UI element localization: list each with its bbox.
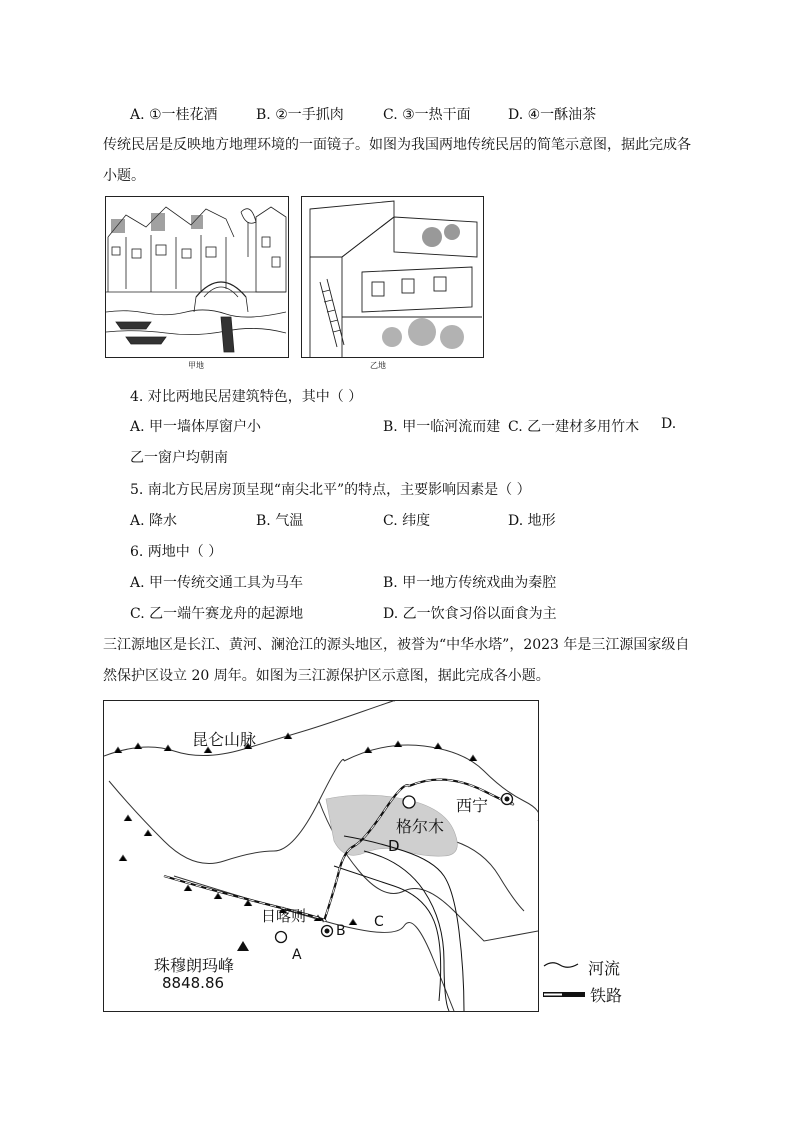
q4-option-a: A. 甲一墙体厚窗户小 <box>130 419 262 435</box>
legend-river <box>542 958 582 976</box>
label-point-b: B <box>336 923 346 939</box>
q5-option-d: D. 地形 <box>508 513 556 529</box>
label-golmud: 格尔木 <box>396 817 445 836</box>
q6-option-a: A. 甲一传统交通工具为马车 <box>130 575 304 591</box>
label-everest: 珠穆朗玛峰 <box>154 956 235 975</box>
label-point-d: D <box>388 837 400 855</box>
q6-option-c: C. 乙一端午赛龙舟的起源地 <box>130 606 304 622</box>
q4-option-b: B. 甲一临河流而建 <box>383 419 501 435</box>
label-shigatse: 日喀则 <box>261 907 307 925</box>
q6-option-b: B. 甲一地方传统戏曲为秦腔 <box>383 575 557 591</box>
label-everest-height: 8848.86 <box>162 974 225 992</box>
q3-option-d: D. ④一酥油茶 <box>508 107 597 123</box>
intro2-line2: 然保护区设立 20 周年。如图为三江源保护区示意图，据此完成各小题。 <box>103 668 550 684</box>
q6-stem: 6. 两地中（ ） <box>130 544 223 560</box>
q5-stem: 5. 南北方民居房顶呈现“南尖北平”的特点，主要影响因素是（ ） <box>130 482 531 498</box>
q4-option-d-text: 乙一窗户均朝南 <box>130 450 228 466</box>
q3-option-c: C. ③一热干面 <box>383 107 471 123</box>
label-point-a: A <box>292 947 302 963</box>
label-kunlun-mountains: 昆仑山脉 <box>192 730 257 749</box>
q3-option-a: A. ①一桂花酒 <box>130 107 218 123</box>
figure-yidi-sketch <box>301 196 484 358</box>
q5-option-b: B. 气温 <box>256 513 304 529</box>
legend-river-label: 河流 <box>588 959 621 978</box>
intro1-line2: 小题。 <box>103 168 145 184</box>
q4-option-d-label: D. <box>661 416 677 432</box>
q6-option-d: D. 乙一饮食习俗以面食为主 <box>383 606 557 622</box>
q5-option-a: A. 降水 <box>130 513 178 529</box>
q3-option-b: B. ②一手抓肉 <box>256 107 344 123</box>
railway-symbol-icon <box>542 990 586 1000</box>
figure-caption-yidi: 乙地 <box>370 361 386 370</box>
label-xining: 西宁 <box>456 796 489 815</box>
legend-railway <box>542 988 586 1004</box>
label-point-c: C <box>374 914 384 930</box>
river-symbol-icon <box>542 958 582 972</box>
q5-option-c: C. 纬度 <box>383 513 431 529</box>
figure-jiadi-sketch <box>105 196 289 358</box>
legend-railway-label: 铁路 <box>590 986 623 1005</box>
intro1-line1: 传统民居是反映地方地理环境的一面镜子。如图为我国两地传统民居的简笔示意图，据此完成各 <box>103 137 691 153</box>
intro2-line1: 三江源地区是长江、黄河、澜沧江的源头地区，被誉为“中华水塔”，2023 年是三江源国家级自 <box>103 637 690 653</box>
sanjiangyuan-map <box>103 700 539 1012</box>
q4-stem: 4. 对比两地民居建筑特色，其中（ ） <box>130 389 363 405</box>
figure-caption-jiadi: 甲地 <box>188 361 204 370</box>
q4-option-c: C. 乙一建材多用竹木 <box>508 419 640 435</box>
